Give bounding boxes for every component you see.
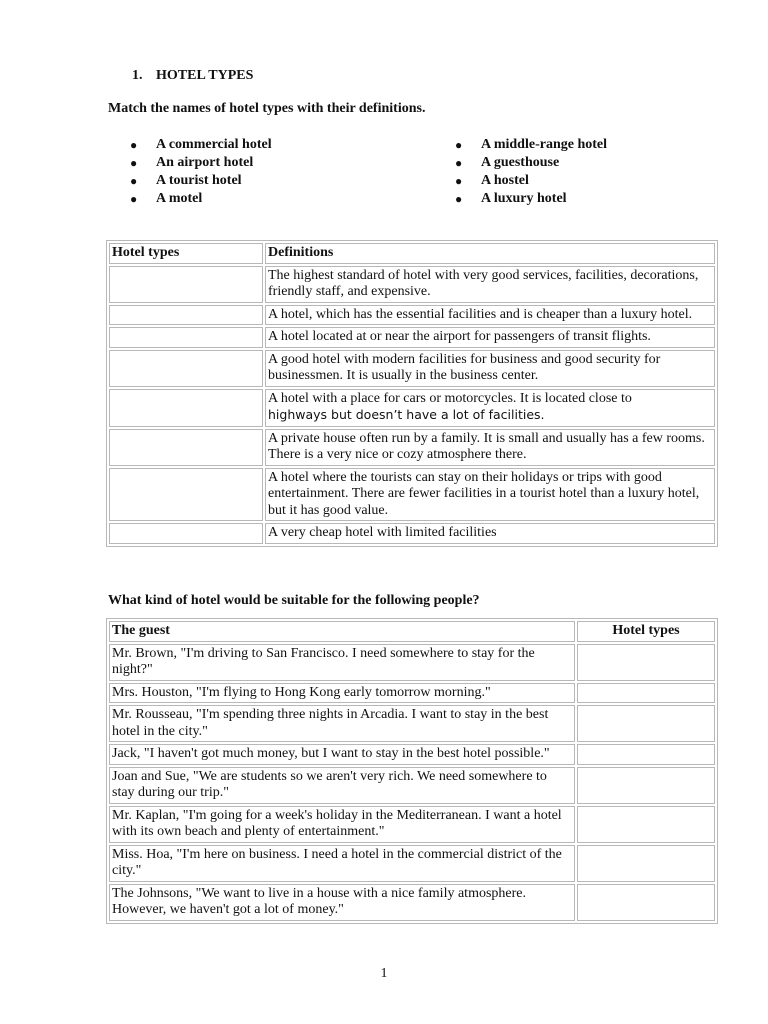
definition-cell: [265, 305, 715, 326]
bullet-icon: ●: [455, 174, 463, 188]
hotel-name-item: [130, 154, 272, 172]
header-definitions: Definitions: [265, 243, 715, 264]
guest-quote-cell: The Johnsons, "We want to live in a house with a nice family atmosphere. However, we haven't got a lot of money.": [109, 884, 575, 921]
guest-hotel-type-answer-cell[interactable]: [577, 644, 715, 681]
hotel-name-item: [130, 190, 272, 208]
guest-row: [109, 806, 715, 843]
definition-cell: [265, 389, 715, 427]
guest-row: [109, 884, 715, 921]
hotel-name-item: [455, 190, 607, 208]
guest-row: [109, 683, 715, 704]
guest-quote-cell: Mr. Brown, "I'm driving to San Francisco. I need somewhere to stay for the night?": [109, 644, 575, 681]
definitions-header-row: [109, 243, 715, 264]
match-instruction: Match the names of hotel types with their definitions.: [108, 101, 426, 116]
definition-text: A private house often run by a family. It is small and usually has a few rooms. There is a very nice or cozy atmosphere there.: [268, 430, 705, 462]
bullet-icon: ●: [455, 138, 463, 152]
definition-text-continued: highways but doesn’t have a lot of facilities.: [268, 407, 545, 422]
hotel-name-item: [455, 172, 607, 190]
definitions-body: [109, 266, 715, 544]
guest-quote-cell: Mr. Kaplan, "I'm going for a week's holiday in the Mediterranean. I want a hotel with its own beach and plenty of entertainment.": [109, 806, 575, 843]
definition-text: A hotel, which has the essential facilities and is cheaper than a luxury hotel.: [268, 306, 693, 322]
header-the-guest: The guest: [109, 621, 575, 642]
hotel-type-answer-cell[interactable]: [109, 429, 263, 466]
hotel-name-text: An airport hotel: [156, 155, 254, 170]
hotel-type-answer-cell[interactable]: [109, 327, 263, 348]
guest-row: [109, 644, 715, 681]
guest-row: [109, 767, 715, 804]
guest-quote-cell: Mrs. Houston, "I'm flying to Hong Kong early tomorrow morning.": [109, 683, 575, 704]
hotel-name-text: A commercial hotel: [156, 137, 272, 152]
hotel-type-answer-cell[interactable]: [109, 350, 263, 387]
hotel-type-answer-cell[interactable]: [109, 305, 263, 326]
guests-body: [109, 644, 715, 921]
definition-row: [109, 429, 715, 466]
hotel-name-text: A tourist hotel: [156, 173, 242, 188]
definition-row: [109, 305, 715, 326]
definition-row: [109, 523, 715, 544]
definition-row: [109, 327, 715, 348]
guest-hotel-type-answer-cell[interactable]: [577, 705, 715, 742]
definition-text: A hotel where the tourists can stay on their holidays or trips with good entertainment. There are fewer facilities in a tourist hotel than a luxury hotel, but it has good value.: [268, 469, 700, 518]
hotel-type-answer-cell[interactable]: [109, 266, 263, 303]
hotel-name-text: A middle-range hotel: [481, 137, 607, 152]
definition-row: [109, 266, 715, 303]
definition-cell: [265, 523, 715, 544]
hotel-name-item: [130, 136, 272, 154]
guest-hotel-type-answer-cell[interactable]: [577, 767, 715, 804]
hotel-name-text: A guesthouse: [481, 155, 560, 170]
definition-text: A very cheap hotel with limited facilities: [268, 525, 497, 540]
guest-hotel-type-answer-cell[interactable]: [577, 884, 715, 921]
guest-hotel-type-answer-cell[interactable]: [577, 683, 715, 704]
hotel-name-text: A motel: [156, 191, 203, 206]
bullet-icon: ●: [455, 156, 463, 170]
bullet-icon: ●: [130, 156, 138, 170]
definition-cell: [265, 468, 715, 522]
guest-quote-cell: Jack, "I haven't got much money, but I want to stay in the best hotel possible.": [109, 744, 575, 765]
section-number: 1.: [132, 68, 143, 83]
hotel-names-list-left: [130, 136, 272, 208]
hotel-type-answer-cell[interactable]: [109, 468, 263, 522]
header-hotel-types: Hotel types: [109, 243, 263, 264]
definition-cell: [265, 429, 715, 466]
hotel-names-list-right: [455, 136, 607, 208]
definition-text: A hotel with a place for cars or motorcycles. It is located close to: [268, 390, 632, 406]
guest-quote-cell: Joan and Sue, "We are students so we aren't very rich. We need somewhere to stay during our trip.": [109, 767, 575, 804]
definition-cell: [265, 266, 715, 303]
guests-table: [106, 618, 718, 924]
bullet-icon: ●: [130, 174, 138, 188]
hotel-type-answer-cell[interactable]: [109, 523, 263, 544]
definition-row: [109, 468, 715, 522]
bullet-icon: ●: [455, 192, 463, 206]
guest-quote-cell: Mr. Rousseau, "I'm spending three nights in Arcadia. I want to stay in the best hotel in the city.": [109, 705, 575, 742]
guest-quote-cell: Miss. Hoa, "I'm here on business. I need a hotel in the commercial district of the city.": [109, 845, 575, 882]
definition-cell: [265, 327, 715, 348]
guest-hotel-type-answer-cell[interactable]: [577, 744, 715, 765]
guest-row: [109, 705, 715, 742]
section-title: [132, 68, 253, 84]
guest-hotel-type-answer-cell[interactable]: [577, 806, 715, 843]
bullet-icon: ●: [130, 138, 138, 152]
definition-text: A good hotel with modern facilities for business and good security for businessmen. It is usually in the business center.: [268, 351, 661, 383]
guest-row: [109, 845, 715, 882]
section-title-text: HOTEL TYPES: [156, 68, 254, 83]
hotel-name-item: [455, 154, 607, 172]
guest-hotel-type-answer-cell[interactable]: [577, 845, 715, 882]
bullet-icon: ●: [130, 192, 138, 206]
guests-header-row: [109, 621, 715, 642]
definition-row: [109, 350, 715, 387]
guest-question: What kind of hotel would be suitable for the following people?: [108, 593, 480, 608]
page-number: 1: [380, 966, 388, 981]
hotel-name-item: [455, 136, 607, 154]
definition-row: [109, 389, 715, 427]
definition-text: The highest standard of hotel with very good services, facilities, decorations, friendly staff, and expensive.: [268, 267, 699, 299]
definition-cell: [265, 350, 715, 387]
header-guest-hotel-types: Hotel types: [577, 621, 715, 642]
hotel-name-text: A luxury hotel: [481, 191, 567, 206]
hotel-name-text: A hostel: [481, 173, 529, 188]
definitions-table: [106, 240, 718, 547]
guest-row: [109, 744, 715, 765]
hotel-name-item: [130, 172, 272, 190]
definition-text: A hotel located at or near the airport for passengers of transit flights.: [268, 329, 651, 344]
hotel-type-answer-cell[interactable]: [109, 389, 263, 427]
